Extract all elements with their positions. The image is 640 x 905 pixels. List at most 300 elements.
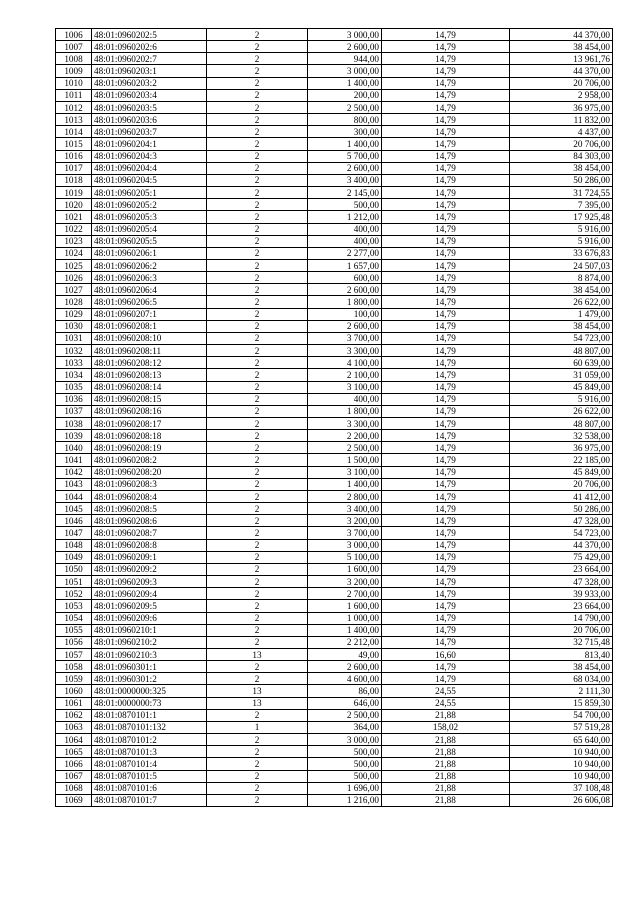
category-code-cell: 2 [207, 709, 308, 721]
value-cell: 38 454,00 [510, 41, 613, 53]
value-cell: 26 622,00 [510, 296, 613, 308]
cadastral-number-cell: 48:01:0870101:1 [92, 709, 207, 721]
cadastral-number-cell: 48:01:0960204:3 [92, 150, 207, 162]
table-row [56, 41, 613, 53]
table-row [56, 65, 613, 77]
row-number-cell: 1008 [56, 53, 92, 65]
rate-cell: 14,79 [382, 308, 510, 320]
category-code-cell: 2 [207, 661, 308, 673]
cadastral-number-cell: 48:01:0960208:10 [92, 332, 207, 344]
rate-cell: 14,79 [382, 174, 510, 186]
category-code-cell: 2 [207, 174, 308, 186]
rate-cell: 14,79 [382, 381, 510, 393]
cadastral-number-cell: 48:01:0960205:4 [92, 223, 207, 235]
row-number-cell: 1023 [56, 235, 92, 247]
table-row [56, 697, 613, 709]
value-cell: 23 664,00 [510, 563, 613, 575]
cadastral-value-table [55, 28, 613, 807]
rate-cell: 14,79 [382, 126, 510, 138]
value-cell: 32 715,48 [510, 636, 613, 648]
category-code-cell: 2 [207, 563, 308, 575]
category-code-cell: 2 [207, 114, 308, 126]
table-row [56, 624, 613, 636]
area-cell: 500,00 [308, 758, 382, 770]
area-cell: 1 212,00 [308, 211, 382, 223]
area-cell: 1 400,00 [308, 478, 382, 490]
row-number-cell: 1038 [56, 418, 92, 430]
value-cell: 36 975,00 [510, 442, 613, 454]
value-cell: 5 916,00 [510, 393, 613, 405]
rate-cell: 14,79 [382, 150, 510, 162]
row-number-cell: 1009 [56, 65, 92, 77]
rate-cell: 14,79 [382, 588, 510, 600]
row-number-cell: 1060 [56, 685, 92, 697]
area-cell: 3 100,00 [308, 381, 382, 393]
value-cell: 7 395,00 [510, 199, 613, 211]
value-cell: 48 807,00 [510, 418, 613, 430]
row-number-cell: 1056 [56, 636, 92, 648]
table-row [56, 794, 613, 806]
area-cell: 1 800,00 [308, 405, 382, 417]
rate-cell: 14,79 [382, 636, 510, 648]
table-row [56, 126, 613, 138]
table-row [56, 235, 613, 247]
row-number-cell: 1059 [56, 673, 92, 685]
value-cell: 44 370,00 [510, 65, 613, 77]
cadastral-number-cell: 48:01:0960209:2 [92, 563, 207, 575]
table-row [56, 673, 613, 685]
rate-cell: 14,79 [382, 418, 510, 430]
rate-cell: 16,60 [382, 648, 510, 660]
value-cell: 32 538,00 [510, 430, 613, 442]
table-row [56, 199, 613, 211]
table-row [56, 466, 613, 478]
row-number-cell: 1043 [56, 478, 92, 490]
cadastral-number-cell: 48:01:0960208:8 [92, 539, 207, 551]
area-cell: 500,00 [308, 199, 382, 211]
row-number-cell: 1031 [56, 332, 92, 344]
value-cell: 33 676,83 [510, 247, 613, 259]
row-number-cell: 1033 [56, 357, 92, 369]
table-row [56, 454, 613, 466]
table-row [56, 211, 613, 223]
area-cell: 3 000,00 [308, 539, 382, 551]
value-cell: 20 706,00 [510, 478, 613, 490]
rate-cell: 14,79 [382, 65, 510, 77]
area-cell: 600,00 [308, 272, 382, 284]
category-code-cell: 2 [207, 53, 308, 65]
value-cell: 23 664,00 [510, 600, 613, 612]
row-number-cell: 1054 [56, 612, 92, 624]
table-row [56, 636, 613, 648]
area-cell: 3 700,00 [308, 527, 382, 539]
value-cell: 2 111,30 [510, 685, 613, 697]
value-cell: 20 706,00 [510, 138, 613, 150]
category-code-cell: 2 [207, 89, 308, 101]
rate-cell: 14,79 [382, 235, 510, 247]
category-code-cell: 2 [207, 466, 308, 478]
rate-cell: 158,02 [382, 721, 510, 733]
category-code-cell: 2 [207, 576, 308, 588]
row-number-cell: 1020 [56, 199, 92, 211]
category-code-cell: 2 [207, 758, 308, 770]
area-cell: 400,00 [308, 235, 382, 247]
area-cell: 2 200,00 [308, 430, 382, 442]
area-cell: 2 500,00 [308, 101, 382, 113]
rate-cell: 14,79 [382, 29, 510, 41]
area-cell: 2 145,00 [308, 187, 382, 199]
cadastral-number-cell: 48:01:0960208:7 [92, 527, 207, 539]
area-cell: 2 100,00 [308, 369, 382, 381]
value-cell: 2 958,00 [510, 89, 613, 101]
category-code-cell: 2 [207, 515, 308, 527]
category-code-cell: 2 [207, 454, 308, 466]
row-number-cell: 1013 [56, 114, 92, 126]
rate-cell: 14,79 [382, 272, 510, 284]
cadastral-number-cell: 48:01:0960206:4 [92, 284, 207, 296]
cadastral-number-cell: 48:01:0960203:2 [92, 77, 207, 89]
category-code-cell: 2 [207, 259, 308, 271]
category-code-cell: 2 [207, 138, 308, 150]
category-code-cell: 2 [207, 503, 308, 515]
value-cell: 13 961,76 [510, 53, 613, 65]
rate-cell: 14,79 [382, 284, 510, 296]
rate-cell: 14,79 [382, 223, 510, 235]
cadastral-number-cell: 48:01:0960208:3 [92, 478, 207, 490]
cadastral-number-cell: 48:01:0960209:1 [92, 551, 207, 563]
rate-cell: 14,79 [382, 454, 510, 466]
row-number-cell: 1022 [56, 223, 92, 235]
table-row [56, 162, 613, 174]
cadastral-number-cell: 48:01:0960207:1 [92, 308, 207, 320]
row-number-cell: 1039 [56, 430, 92, 442]
table-row [56, 490, 613, 502]
rate-cell: 14,79 [382, 114, 510, 126]
category-code-cell: 2 [207, 284, 308, 296]
area-cell: 400,00 [308, 223, 382, 235]
value-cell: 22 185,00 [510, 454, 613, 466]
row-number-cell: 1012 [56, 101, 92, 113]
value-cell: 47 328,00 [510, 515, 613, 527]
cadastral-number-cell: 48:01:0960208:13 [92, 369, 207, 381]
category-code-cell: 2 [207, 150, 308, 162]
rate-cell: 14,79 [382, 673, 510, 685]
table-row [56, 746, 613, 758]
table-row [56, 418, 613, 430]
area-cell: 3 000,00 [308, 65, 382, 77]
table-row [56, 709, 613, 721]
row-number-cell: 1006 [56, 29, 92, 41]
table-row [56, 588, 613, 600]
cadastral-number-cell: 48:01:0960206:1 [92, 247, 207, 259]
category-code-cell: 13 [207, 648, 308, 660]
row-number-cell: 1063 [56, 721, 92, 733]
cadastral-number-cell: 48:01:0960203:7 [92, 126, 207, 138]
cadastral-number-cell: 48:01:0960205:2 [92, 199, 207, 211]
category-code-cell: 2 [207, 369, 308, 381]
category-code-cell: 2 [207, 101, 308, 113]
category-code-cell: 2 [207, 247, 308, 259]
category-code-cell: 2 [207, 65, 308, 77]
value-cell: 31 724,55 [510, 187, 613, 199]
value-cell: 44 370,00 [510, 29, 613, 41]
category-code-cell: 2 [207, 490, 308, 502]
rate-cell: 14,79 [382, 405, 510, 417]
table-row [56, 381, 613, 393]
row-number-cell: 1057 [56, 648, 92, 660]
row-number-cell: 1069 [56, 794, 92, 806]
value-cell: 26 606,08 [510, 794, 613, 806]
area-cell: 1 000,00 [308, 612, 382, 624]
value-cell: 60 639,00 [510, 357, 613, 369]
area-cell: 1 400,00 [308, 77, 382, 89]
cadastral-number-cell: 48:01:0960208:2 [92, 454, 207, 466]
value-cell: 24 507,03 [510, 259, 613, 271]
value-cell: 8 874,00 [510, 272, 613, 284]
area-cell: 1 657,00 [308, 259, 382, 271]
value-cell: 38 454,00 [510, 284, 613, 296]
rate-cell: 21,88 [382, 734, 510, 746]
area-cell: 4 100,00 [308, 357, 382, 369]
value-cell: 20 706,00 [510, 624, 613, 636]
row-number-cell: 1053 [56, 600, 92, 612]
category-code-cell: 2 [207, 381, 308, 393]
area-cell: 2 212,00 [308, 636, 382, 648]
value-cell: 17 925,48 [510, 211, 613, 223]
category-code-cell: 2 [207, 588, 308, 600]
rate-cell: 14,79 [382, 661, 510, 673]
value-cell: 5 916,00 [510, 223, 613, 235]
area-cell: 3 400,00 [308, 503, 382, 515]
area-cell: 2 700,00 [308, 588, 382, 600]
value-cell: 14 790,00 [510, 612, 613, 624]
area-cell: 3 100,00 [308, 466, 382, 478]
table-row [56, 478, 613, 490]
table-row [56, 187, 613, 199]
value-cell: 54 723,00 [510, 527, 613, 539]
row-number-cell: 1010 [56, 77, 92, 89]
cadastral-number-cell: 48:01:0960202:5 [92, 29, 207, 41]
area-cell: 3 300,00 [308, 345, 382, 357]
value-cell: 813,40 [510, 648, 613, 660]
cadastral-number-cell: 48:01:0960204:4 [92, 162, 207, 174]
rate-cell: 14,79 [382, 138, 510, 150]
area-cell: 1 400,00 [308, 138, 382, 150]
table-row [56, 308, 613, 320]
cadastral-number-cell: 48:01:0960210:2 [92, 636, 207, 648]
cadastral-number-cell: 48:01:0870101:7 [92, 794, 207, 806]
row-number-cell: 1014 [56, 126, 92, 138]
rate-cell: 14,79 [382, 624, 510, 636]
rate-cell: 14,79 [382, 259, 510, 271]
rate-cell: 14,79 [382, 442, 510, 454]
category-code-cell: 2 [207, 393, 308, 405]
category-code-cell: 2 [207, 357, 308, 369]
area-cell: 1 600,00 [308, 563, 382, 575]
value-cell: 84 303,00 [510, 150, 613, 162]
row-number-cell: 1052 [56, 588, 92, 600]
category-code-cell: 2 [207, 345, 308, 357]
table-row [56, 442, 613, 454]
value-cell: 54 700,00 [510, 709, 613, 721]
table-row [56, 405, 613, 417]
rate-cell: 21,88 [382, 709, 510, 721]
row-number-cell: 1062 [56, 709, 92, 721]
row-number-cell: 1064 [56, 734, 92, 746]
area-cell: 300,00 [308, 126, 382, 138]
category-code-cell: 2 [207, 332, 308, 344]
cadastral-number-cell: 48:01:0960301:1 [92, 661, 207, 673]
cadastral-number-cell: 48:01:0960203:6 [92, 114, 207, 126]
area-cell: 2 500,00 [308, 442, 382, 454]
area-cell: 1 216,00 [308, 794, 382, 806]
rate-cell: 14,79 [382, 612, 510, 624]
cadastral-number-cell: 48:01:0960203:1 [92, 65, 207, 77]
table-row [56, 770, 613, 782]
area-cell: 5 100,00 [308, 551, 382, 563]
rate-cell: 14,79 [382, 478, 510, 490]
value-cell: 10 940,00 [510, 758, 613, 770]
area-cell: 800,00 [308, 114, 382, 126]
table-row [56, 114, 613, 126]
area-cell: 3 200,00 [308, 576, 382, 588]
category-code-cell: 2 [207, 478, 308, 490]
value-cell: 31 059,00 [510, 369, 613, 381]
table-row [56, 527, 613, 539]
rate-cell: 14,79 [382, 53, 510, 65]
area-cell: 2 600,00 [308, 320, 382, 332]
cadastral-number-cell: 48:01:0960208:16 [92, 405, 207, 417]
area-cell: 5 700,00 [308, 150, 382, 162]
cadastral-number-cell: 48:01:0870101:4 [92, 758, 207, 770]
value-cell: 48 807,00 [510, 345, 613, 357]
rate-cell: 21,88 [382, 758, 510, 770]
area-cell: 944,00 [308, 53, 382, 65]
table-row [56, 369, 613, 381]
rate-cell: 14,79 [382, 332, 510, 344]
value-cell: 4 437,00 [510, 126, 613, 138]
table-row [56, 393, 613, 405]
value-cell: 1 479,00 [510, 308, 613, 320]
category-code-cell: 2 [207, 600, 308, 612]
value-cell: 57 519,28 [510, 721, 613, 733]
table-row [56, 345, 613, 357]
table-row [56, 539, 613, 551]
cadastral-number-cell: 48:01:0960208:11 [92, 345, 207, 357]
cadastral-number-cell: 48:01:0960206:3 [92, 272, 207, 284]
value-cell: 10 940,00 [510, 770, 613, 782]
category-code-cell: 2 [207, 405, 308, 417]
row-number-cell: 1034 [56, 369, 92, 381]
cadastral-number-cell: 48:01:0960209:4 [92, 588, 207, 600]
row-number-cell: 1055 [56, 624, 92, 636]
area-cell: 2 500,00 [308, 709, 382, 721]
row-number-cell: 1047 [56, 527, 92, 539]
table-row [56, 551, 613, 563]
table-row [56, 782, 613, 794]
rate-cell: 21,88 [382, 782, 510, 794]
cadastral-number-cell: 48:01:0000000:73 [92, 697, 207, 709]
row-number-cell: 1067 [56, 770, 92, 782]
table-row [56, 89, 613, 101]
category-code-cell: 2 [207, 162, 308, 174]
area-cell: 646,00 [308, 697, 382, 709]
row-number-cell: 1037 [56, 405, 92, 417]
cadastral-number-cell: 48:01:0960208:20 [92, 466, 207, 478]
row-number-cell: 1028 [56, 296, 92, 308]
rate-cell: 14,79 [382, 369, 510, 381]
table-row [56, 53, 613, 65]
value-cell: 47 328,00 [510, 576, 613, 588]
cadastral-number-cell: 48:01:0960208:14 [92, 381, 207, 393]
table-row [56, 612, 613, 624]
table-row [56, 734, 613, 746]
row-number-cell: 1024 [56, 247, 92, 259]
value-cell: 45 849,00 [510, 381, 613, 393]
table-row [56, 758, 613, 770]
cadastral-number-cell: 48:01:0870101:3 [92, 746, 207, 758]
category-code-cell: 2 [207, 199, 308, 211]
rate-cell: 14,79 [382, 77, 510, 89]
category-code-cell: 2 [207, 612, 308, 624]
cadastral-number-cell: 48:01:0960210:3 [92, 648, 207, 660]
rate-cell: 14,79 [382, 430, 510, 442]
cadastral-number-cell: 48:01:0960206:5 [92, 296, 207, 308]
value-cell: 75 429,00 [510, 551, 613, 563]
area-cell: 49,00 [308, 648, 382, 660]
rate-cell: 21,88 [382, 794, 510, 806]
row-number-cell: 1048 [56, 539, 92, 551]
area-cell: 1 696,00 [308, 782, 382, 794]
value-cell: 38 454,00 [510, 661, 613, 673]
rate-cell: 14,79 [382, 187, 510, 199]
value-cell: 39 933,00 [510, 588, 613, 600]
rate-cell: 14,79 [382, 393, 510, 405]
category-code-cell: 2 [207, 126, 308, 138]
rate-cell: 14,79 [382, 551, 510, 563]
row-number-cell: 1036 [56, 393, 92, 405]
row-number-cell: 1044 [56, 490, 92, 502]
area-cell: 3 000,00 [308, 29, 382, 41]
row-number-cell: 1040 [56, 442, 92, 454]
table-row [56, 721, 613, 733]
area-cell: 2 600,00 [308, 284, 382, 296]
table-body [56, 29, 613, 807]
rate-cell: 14,79 [382, 576, 510, 588]
area-cell: 3 200,00 [308, 515, 382, 527]
rate-cell: 14,79 [382, 600, 510, 612]
row-number-cell: 1016 [56, 150, 92, 162]
row-number-cell: 1030 [56, 320, 92, 332]
category-code-cell: 1 [207, 721, 308, 733]
category-code-cell: 2 [207, 746, 308, 758]
rate-cell: 14,79 [382, 211, 510, 223]
row-number-cell: 1026 [56, 272, 92, 284]
category-code-cell: 2 [207, 442, 308, 454]
value-cell: 10 940,00 [510, 746, 613, 758]
rate-cell: 14,79 [382, 89, 510, 101]
area-cell: 4 600,00 [308, 673, 382, 685]
value-cell: 50 286,00 [510, 174, 613, 186]
category-code-cell: 2 [207, 320, 308, 332]
table-row [56, 138, 613, 150]
rate-cell: 14,79 [382, 247, 510, 259]
row-number-cell: 1049 [56, 551, 92, 563]
value-cell: 44 370,00 [510, 539, 613, 551]
value-cell: 11 832,00 [510, 114, 613, 126]
table-row [56, 661, 613, 673]
row-number-cell: 1046 [56, 515, 92, 527]
